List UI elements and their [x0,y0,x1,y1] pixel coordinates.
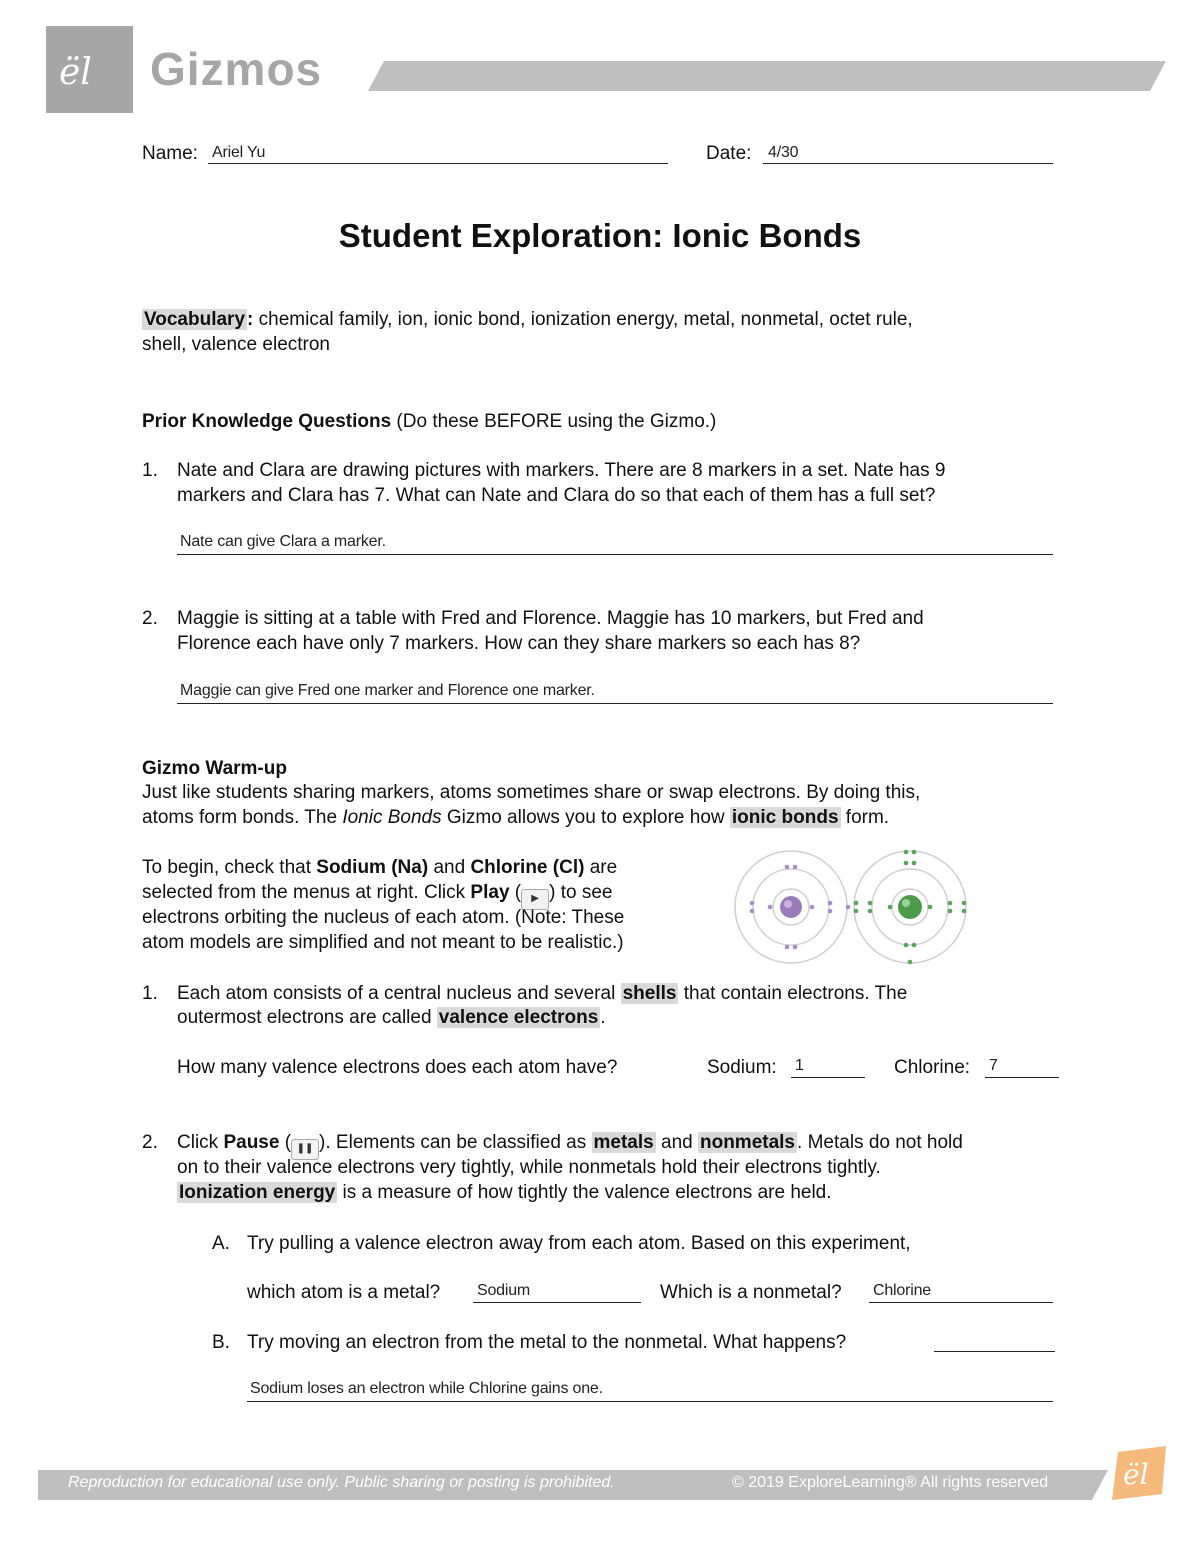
pk-q1-line-1: Nate and Clara are drawing pictures with markers. There are 8 markers in a set. Nate has 9 [177,460,946,481]
nonmetal-underline [869,1302,1053,1303]
footer-disclaimer: Reproduction for educational use only. Public sharing or posting is prohibited. [68,1474,615,1491]
pk-q2-answer[interactable]: Maggie can give Fred one marker and Florence one marker. [180,682,595,699]
metal-answer[interactable]: Sodium [477,1282,531,1299]
name-underline [208,163,668,164]
pk-q2-number: 2. [142,608,158,629]
sodium-value[interactable]: 1 [795,1057,804,1074]
warmup-q2-line-3: Ionization energy is a measure of how tightly the valence electrons are held. [179,1182,832,1203]
sodium-label: Sodium: [707,1057,777,1078]
date-value[interactable]: 4/30 [768,144,799,161]
explorelearning-footer-logo-icon [1108,1444,1170,1502]
chlorine-label: Chlorine: [894,1057,971,1078]
vocabulary-line-1: Vocabulary : chemical family, ion, ionic bond, ionization energy, metal, nonmetal, octet rule, [144,309,913,330]
play-icon: ▶ [521,889,549,910]
vocabulary-line-2: shell, valence electron [142,334,330,355]
part-b-line-1: Try moving an electron from the metal to the nonmetal. What happens? [247,1332,847,1353]
date-underline [763,163,1053,164]
chlorine-value[interactable]: 7 [989,1057,998,1074]
warmup-heading: Gizmo Warm-up [142,758,287,779]
warmup-q2-line-1: Click Pause ( ❚❚ ). Elements can be classified as metals and nonmetals . Metals do not hold [177,1130,963,1160]
svg-text:ël: ël [59,52,92,93]
part-a-line-1: Try pulling a valence electron away from each atom. Based on this experiment, [247,1233,911,1254]
brand-name: Gizmos [150,43,323,95]
pk-q2-line-1: Maggie is sitting at a table with Fred and Florence. Maggie has 10 markers, but Fred and [177,608,924,629]
svg-text:ël: ël [1123,1458,1149,1491]
warmup-q2-line-2: on to their valence electrons very tightly, while nonmetals hold their electrons tightly. [177,1157,881,1178]
warmup-q1-line-2: outermost electrons are called valence electrons . [177,1007,606,1028]
footer-copyright: © 2019 ExploreLearning® All rights reserved [732,1474,1049,1491]
pk-q1-answer[interactable]: Nate can give Clara a marker. [180,533,386,550]
part-b-answer[interactable]: Sodium loses an electron while Chlorine gains one. [250,1380,603,1397]
warmup-q2-number: 2. [142,1132,158,1153]
warmup-p1-line-1: Just like students sharing markers, atoms sometimes share or swap electrons. By doing this, [142,782,921,803]
prior-knowledge-heading: Prior Knowledge Questions (Do these BEFORE using the Gizmo.) [142,411,717,432]
explorelearning-el-logo-icon [46,26,133,113]
sodium-underline [791,1077,865,1078]
pk-q2-answer-line [177,703,1053,704]
chlorine-underline [985,1077,1059,1078]
part-b-answer-line [247,1401,1053,1402]
pk-q1-line-2: markers and Clara has 7. What can Nate and Clara do so that each of them has a full set? [177,485,936,506]
metal-question: which atom is a metal? [247,1282,441,1303]
warmup-q1-number: 1. [142,983,158,1004]
pk-q1-answer-line [177,554,1053,555]
gizmos-logo [46,26,133,113]
metal-underline [473,1302,641,1303]
pk-q1-number: 1. [142,460,158,481]
warmup-p2-line-2: selected from the menus at right. Click Play ( ▶ ) to see [142,880,613,910]
page-title: Student Exploration: Ionic Bonds [338,217,862,254]
part-a-letter: A. [212,1233,230,1254]
part-b-inline-underline [934,1351,1055,1352]
pk-q2-line-2: Florence each have only 7 markers. How can they share markers so each has 8? [177,633,861,654]
name-value[interactable]: Ariel Yu [212,144,266,161]
part-b-letter: B. [212,1332,230,1353]
sodium-chlorine-atom-models [732,845,972,965]
chlorine-nucleus [898,895,922,919]
nonmetal-answer[interactable]: Chlorine [873,1282,931,1299]
date-label: Date: [706,143,752,164]
pause-icon: ❚❚ [291,1139,319,1160]
nonmetal-question: Which is a nonmetal? [660,1282,842,1303]
sodium-nucleus [780,896,802,918]
warmup-p2-line-3: electrons orbiting the nucleus of each atom. (Note: These [142,907,625,928]
warmup-q1-question: How many valence electrons does each atom have? [177,1057,618,1078]
warmup-p1-line-2: atoms form bonds. The Ionic Bonds Gizmo allows you to explore how ionic bonds form. [142,807,890,828]
vocabulary-label: Vocabulary [144,309,246,330]
warmup-q1-line-1: Each atom consists of a central nucleus and several shells that contain electrons. The [177,983,908,1004]
name-label: Name: [142,143,198,164]
warmup-p2-line-1: To begin, check that Sodium (Na) and Chlorine (Cl) are [142,857,618,878]
warmup-p2-line-4: atom models are simplified and not meant to be realistic.) [142,932,624,953]
header-bar [368,61,1166,91]
